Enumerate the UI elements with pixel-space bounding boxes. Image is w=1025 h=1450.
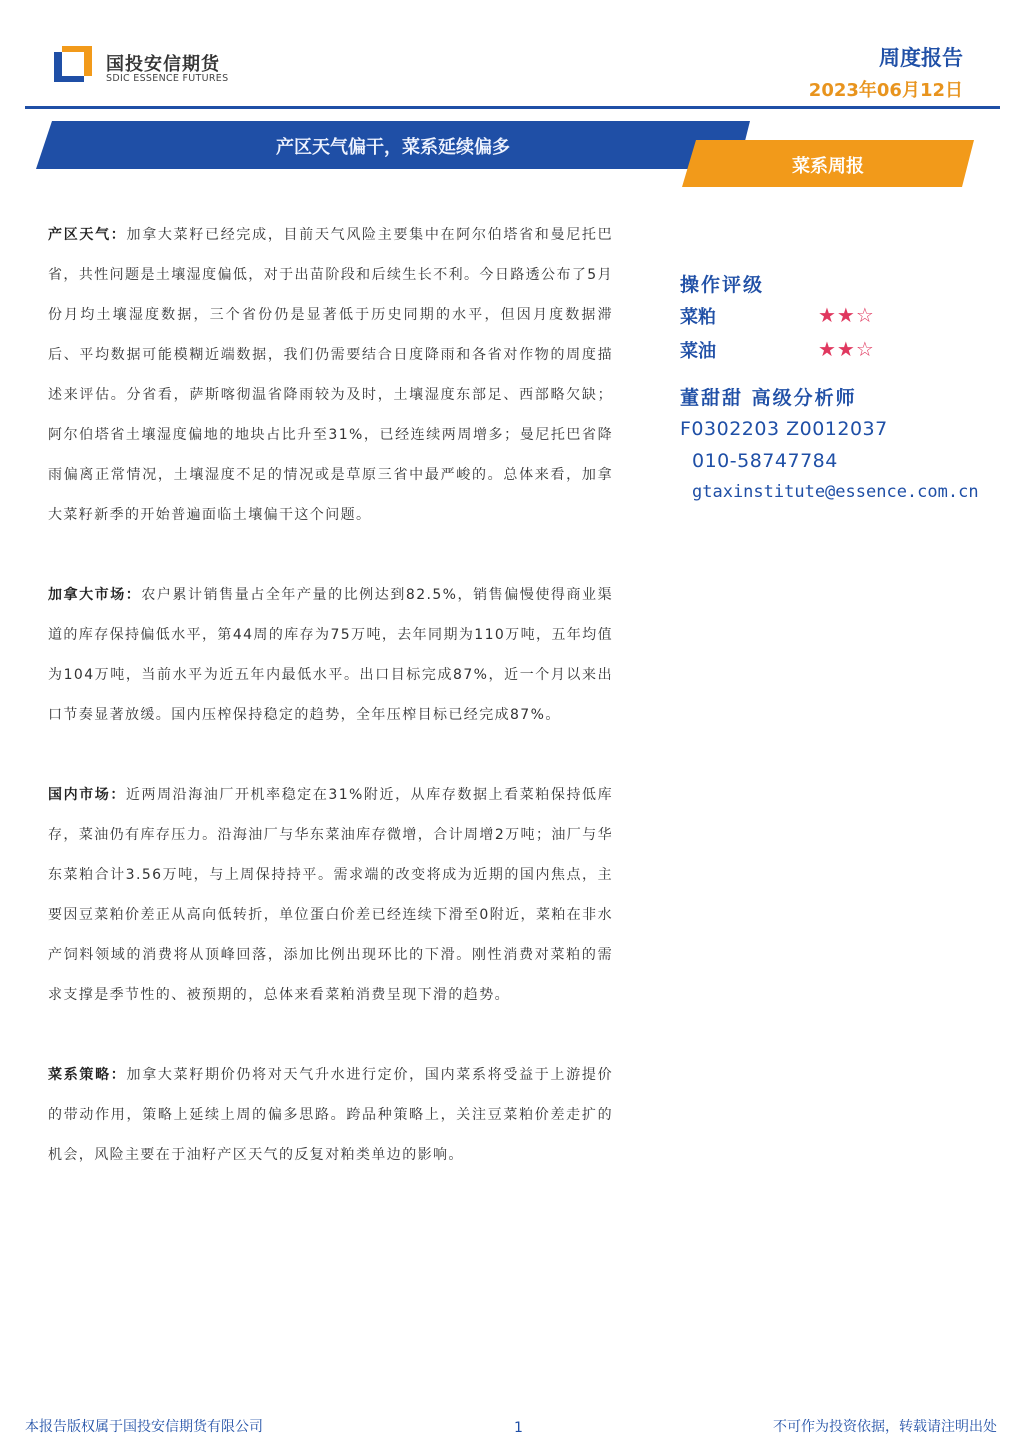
report-subtitle: 菜系周报 — [792, 156, 864, 177]
section-strategy — [48, 1055, 613, 1175]
page-number: 1 — [514, 1420, 523, 1436]
rating-row — [680, 303, 1010, 337]
section-canada-market — [48, 575, 613, 735]
logo-name-cn: 国投安信期货 — [106, 54, 220, 75]
footer-copyright: 本报告版权属于国投安信期货有限公司 — [25, 1419, 263, 1435]
section-text: 近两周沿海油厂开机率稳定在31%附近，从库存数据上看菜粕保持低库存，菜油仍有库存压力。沿海油厂与华东菜油库存微增，合计周增2万吨；油厂与华东菜粕合计3.56万吨，与上周保持持平。需求端的改变将成为近期的国内焦点，主要因豆菜粕价差正从高向低转折，单位蛋白价差已经连续下滑至0附近，菜粕在非水产饲料领域的消费将从顶峰回落，添加比例出现环比的下滑。刚性消费对菜粕的需求支撑是季节性的、被预期的，总体来看菜粕消费呈现下滑的趋势。 — [48, 787, 614, 1003]
rating-name: 菜粕 — [680, 307, 716, 328]
sidebar — [680, 270, 1010, 502]
section-domestic-market — [48, 775, 613, 1015]
section-label: 加拿大市场： — [48, 587, 142, 603]
report-date: 2023年06月12日 — [808, 80, 963, 101]
analyst-email[interactable]: gtaxinstitute@essence.com.cn — [692, 482, 979, 502]
analyst-cert: F0302203 Z0012037 — [680, 418, 888, 440]
rating-row — [680, 337, 1010, 371]
star-rating-icon: ★★☆ — [818, 303, 875, 327]
rating-name: 菜油 — [680, 341, 716, 362]
company-logo-icon — [54, 44, 98, 82]
section-text: 农户累计销售量占全年产量的比例达到82.5%，销售偏慢使得商业渠道的库存保持偏低水平，第44周的库存为75万吨，去年同期为110万吨，五年均值为104万吨，当前水平为近五年内最低水平。出口目标完成87%，近一个月以来出口节奏显著放缓。国内压榨保持稳定的趋势，全年压榨目标已经完成87%。 — [48, 587, 613, 723]
analyst-phone: 010-58747784 — [692, 450, 838, 472]
section-label: 国内市场： — [48, 787, 126, 803]
section-label: 产区天气： — [48, 227, 127, 243]
report-title: 产区天气偏干，菜系延续偏多 — [276, 137, 510, 158]
section-weather — [48, 215, 613, 535]
section-text: 加拿大菜籽已经完成，目前天气风险主要集中在阿尔伯塔省和曼尼托巴省，共性问题是土壤湿度偏低，对于出苗阶段和后续生长不利。今日路透公布了5月份月均土壤湿度数据，三个省份仍是显著低于历史同期的水平，但因月度数据滞后、平均数据可能模糊近端数据，我们仍需要结合日度降雨和各省对作物的周度描述来评估。分省看，萨斯喀彻温省降雨较为及时，土壤湿度东部足、西部略欠缺；阿尔伯塔省土壤湿度偏地的地块占比升至31%，已经连续两周增多；曼尼托巴省降雨偏离正常情况，土壤湿度不足的情况或是草原三省中最严峻的。总体来看，加拿大菜籽新季的开始普遍面临土壤偏干这个问题。 — [48, 227, 613, 523]
star-rating-icon: ★★☆ — [818, 337, 875, 361]
rating-heading: 操作评级 — [680, 274, 765, 296]
section-label: 菜系策略： — [48, 1067, 127, 1083]
footer-disclaimer: 不可作为投资依据，转载请注明出处 — [773, 1419, 997, 1435]
report-type: 周度报告 — [879, 46, 963, 70]
logo-name-en: SDIC ESSENCE FUTURES — [106, 73, 229, 84]
header-divider — [25, 106, 1000, 109]
report-body — [48, 215, 613, 1215]
analyst-name: 董甜甜 高级分析师 — [680, 387, 857, 409]
section-text: 加拿大菜籽期价仍将对天气升水进行定价，国内菜系将受益于上游提价的带动作用，策略上延续上周的偏多思路。跨品种策略上，关注豆菜粕价差走扩的机会，风险主要在于油籽产区天气的反复对粕类单边的影响。 — [48, 1067, 613, 1163]
